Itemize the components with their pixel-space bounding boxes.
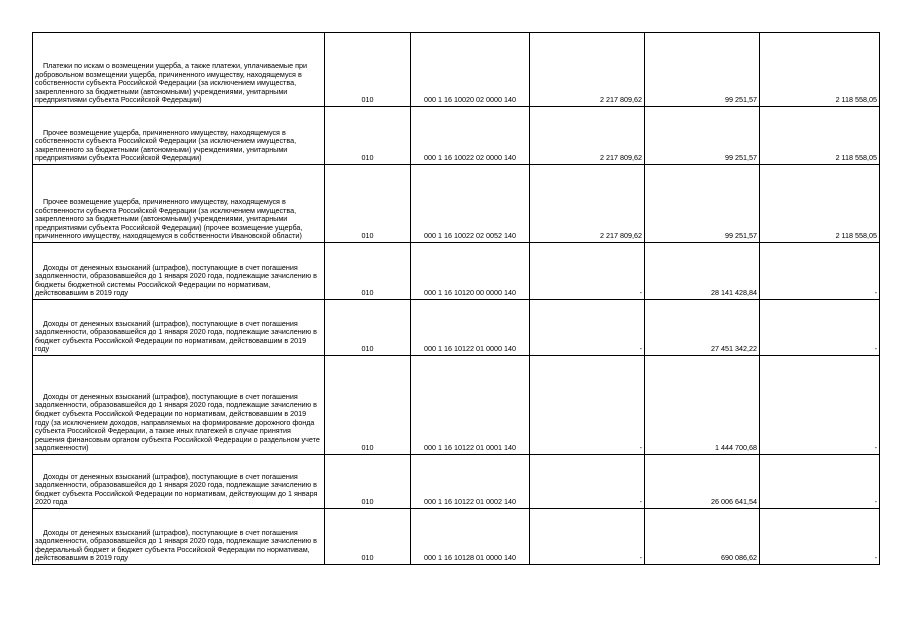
executed-amount-cell: 99 251,57 — [645, 165, 760, 243]
executed-amount-cell: 28 141 428,84 — [645, 243, 760, 300]
table-row — [33, 33, 880, 107]
table-row — [33, 243, 880, 300]
income-name-cell: Платежи по искам о возмещении ущерба, а также платежи, уплачиваемые при добровольном возмещении ущерба, причиненного имуществу, находящемуся в собственности субъекта Российской Федерации (за исключением имущества, закрепленного за бюджетными (автономными) учреждениями, унитарными предприятиями субъекта Российской Федерации) — [33, 33, 325, 107]
table-row — [33, 509, 880, 565]
approved-amount-cell: - — [530, 356, 645, 455]
budget-code-cell: 000 1 16 10022 02 0000 140 — [411, 107, 530, 165]
executed-amount-cell: 99 251,57 — [645, 33, 760, 107]
approved-amount-cell: 2 217 809,62 — [530, 33, 645, 107]
budget-code-cell: 000 1 16 10120 00 0000 140 — [411, 243, 530, 300]
budget-code-cell: 000 1 16 10122 01 0002 140 — [411, 455, 530, 509]
line-code-cell: 010 — [325, 165, 411, 243]
budget-code-cell: 000 1 16 10022 02 0052 140 — [411, 165, 530, 243]
approved-amount-cell: - — [530, 455, 645, 509]
income-name-cell: Прочее возмещение ущерба, причиненного имуществу, находящемуся в собственности субъекта Российской Федерации (за исключением имущества, закрепленного за бюджетными (автономными) учреждениями, унитарными предприятиями субъекта Российской Федерации) (прочее возмещение ущерба, причиненного имуществу, находящемуся в собственности Ивановской области) — [33, 165, 325, 243]
income-name-cell: Прочее возмещение ущерба, причиненного имуществу, находящемуся в собственности субъекта Российской Федерации (за исключением имущества, закрепленного за бюджетными (автономными) учреждениями, унитарными предприятиями субъекта Российской Федерации) — [33, 107, 325, 165]
executed-amount-cell: 99 251,57 — [645, 107, 760, 165]
budget-code-cell: 000 1 16 10122 01 0001 140 — [411, 356, 530, 455]
executed-amount-cell: 27 451 342,22 — [645, 300, 760, 356]
approved-amount-cell: - — [530, 243, 645, 300]
line-code-cell: 010 — [325, 107, 411, 165]
revenue-table — [32, 32, 880, 565]
approved-amount-cell: - — [530, 509, 645, 565]
table-row — [33, 455, 880, 509]
line-code-cell: 010 — [325, 455, 411, 509]
budget-code-cell: 000 1 16 10020 02 0000 140 — [411, 33, 530, 107]
budget-code-cell: 000 1 16 10128 01 0000 140 — [411, 509, 530, 565]
unexecuted-amount-cell: - — [760, 509, 880, 565]
executed-amount-cell: 690 086,62 — [645, 509, 760, 565]
line-code-cell: 010 — [325, 509, 411, 565]
unexecuted-amount-cell: - — [760, 356, 880, 455]
table-row — [33, 107, 880, 165]
budget-code-cell: 000 1 16 10122 01 0000 140 — [411, 300, 530, 356]
executed-amount-cell: 1 444 700,68 — [645, 356, 760, 455]
executed-amount-cell: 26 006 641,54 — [645, 455, 760, 509]
approved-amount-cell: 2 217 809,62 — [530, 107, 645, 165]
table-row — [33, 300, 880, 356]
income-name-cell: Доходы от денежных взысканий (штрафов), поступающие в счет погашения задолженности, образовавшейся до 1 января 2020 года, подлежащие зачислению в бюджеты бюджетной системы Российской Федерации по нормативам, действовавшим в 2019 году — [33, 243, 325, 300]
unexecuted-amount-cell: 2 118 558,05 — [760, 165, 880, 243]
unexecuted-amount-cell: - — [760, 243, 880, 300]
line-code-cell: 010 — [325, 356, 411, 455]
table-row — [33, 356, 880, 455]
unexecuted-amount-cell: 2 118 558,05 — [760, 33, 880, 107]
income-name-cell: Доходы от денежных взысканий (штрафов), поступающие в счет погашения задолженности, образовавшейся до 1 января 2020 года, подлежащие зачислению в бюджет субъекта Российской Федерации по нормативам, действующим до 1 января 2020 года — [33, 455, 325, 509]
approved-amount-cell: 2 217 809,62 — [530, 165, 645, 243]
income-name-cell: Доходы от денежных взысканий (штрафов), поступающие в счет погашения задолженности, образовавшейся до 1 января 2020 года, подлежащие зачислению в федеральный бюджет и бюджет субъекта Российской Федерации по нормативам, действовавшим в 2019 году — [33, 509, 325, 565]
line-code-cell: 010 — [325, 300, 411, 356]
income-name-cell: Доходы от денежных взысканий (штрафов), поступающие в счет погашения задолженности, образовавшейся до 1 января 2020 года, подлежащие зачислению в бюджет субъекта Российской Федерации по нормативам, действовавшим в 2019 году (за исключением доходов, направляемых на формирование дорожного фонда субъекта Российской Федерации, а также иных платежей в случае принятия решения финансовым органом субъекта Российской Федерации о раздельном учете задолженности) — [33, 356, 325, 455]
approved-amount-cell: - — [530, 300, 645, 356]
line-code-cell: 010 — [325, 243, 411, 300]
income-name-cell: Доходы от денежных взысканий (штрафов), поступающие в счет погашения задолженности, образовавшейся до 1 января 2020 года, подлежащие зачислению в бюджет субъекта Российской Федерации по нормативам, действовавшим в 2019 году — [33, 300, 325, 356]
unexecuted-amount-cell: 2 118 558,05 — [760, 107, 880, 165]
table-row — [33, 165, 880, 243]
line-code-cell: 010 — [325, 33, 411, 107]
unexecuted-amount-cell: - — [760, 300, 880, 356]
unexecuted-amount-cell: - — [760, 455, 880, 509]
